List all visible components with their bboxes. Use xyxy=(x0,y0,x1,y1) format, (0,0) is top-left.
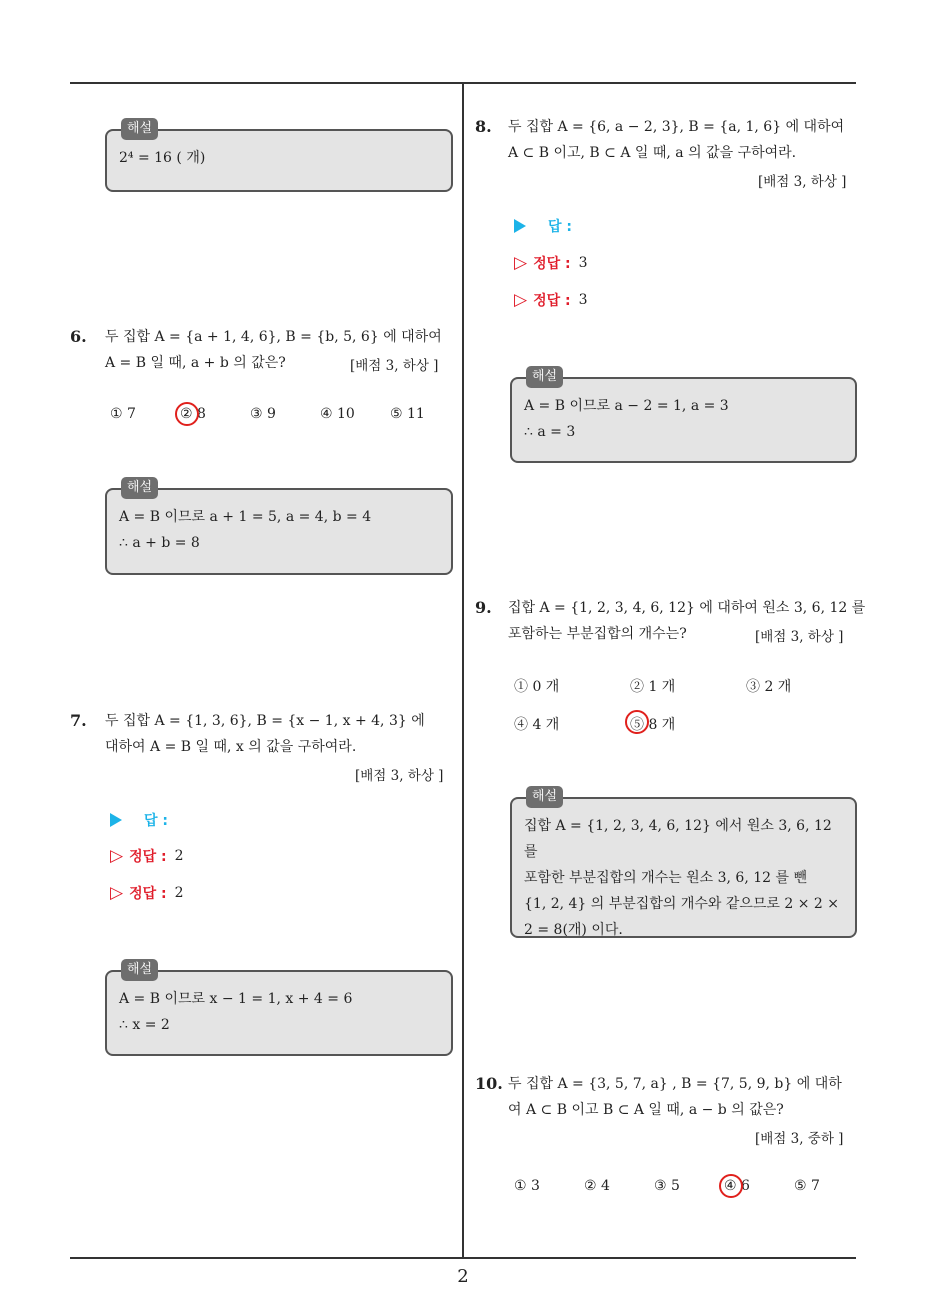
explanation-line: 2⁴ = 16 ( 개) xyxy=(119,150,206,166)
question-number-6: 6. xyxy=(70,327,87,346)
question-line: 대하여 A = B 일 때, x 의 값을 구하여라. xyxy=(105,739,357,755)
question-text-8 xyxy=(508,114,844,166)
score-meta-9: [배점 3, 하상 ] xyxy=(755,629,844,645)
correct-value: 3 xyxy=(578,292,588,308)
choice-10-3[interactable]: ③ 5 xyxy=(654,1178,680,1194)
explanation-box-6 xyxy=(105,480,453,575)
explanation-box-9 xyxy=(510,789,857,938)
explanation-tag: 해설 xyxy=(121,959,158,981)
question-number-9: 9. xyxy=(475,598,492,617)
question-text-7 xyxy=(105,708,425,760)
explanation-line: A = B 이므로 a − 2 = 1, a = 3 xyxy=(524,398,729,414)
answer-input-row-7[interactable] xyxy=(110,810,168,830)
correct-label: 정답 : xyxy=(129,849,167,865)
choice-10-5[interactable]: ⑤ 7 xyxy=(794,1178,820,1194)
score-meta-7: [배점 3, 하상 ] xyxy=(355,768,444,784)
selected-answer-circle xyxy=(625,710,649,734)
question-line: 여 A ⊂ B 이고 B ⊂ A 일 때, a − b 의 값은? xyxy=(508,1102,784,1118)
explanation-line: ∴ a + b = 8 xyxy=(119,535,200,551)
play-icon xyxy=(110,813,122,827)
question-number-8: 8. xyxy=(475,117,492,136)
correct-answer-row xyxy=(110,883,184,903)
explanation-box-7 xyxy=(105,962,453,1056)
correct-answer-row xyxy=(110,846,184,866)
question-text-10 xyxy=(508,1071,842,1123)
question-number-10: 10. xyxy=(475,1074,503,1093)
choice-6-3[interactable]: ③ 9 xyxy=(250,406,276,422)
correct-label: 정답 : xyxy=(533,256,571,272)
correct-value: 2 xyxy=(174,885,184,901)
outline-play-icon: ▷ xyxy=(514,252,528,273)
correct-value: 2 xyxy=(174,848,184,864)
choice-6-2[interactable]: ② 8 xyxy=(180,406,206,422)
explanation-tag: 해설 xyxy=(121,118,158,140)
correct-answer-row xyxy=(514,290,588,310)
answer-input-row-8[interactable] xyxy=(514,216,572,236)
choice-9-1[interactable]: ① 0 개 xyxy=(514,679,560,695)
outline-play-icon: ▷ xyxy=(514,289,528,310)
choice-6-5[interactable]: ⑤ 11 xyxy=(390,406,425,422)
question-line: 두 집합 A = {a + 1, 4, 6}, B = {b, 5, 6} 에 대하여 xyxy=(105,329,442,345)
correct-answer-row xyxy=(514,253,588,273)
choice-10-1[interactable]: ① 3 xyxy=(514,1178,540,1194)
explanation-line: 집합 A = {1, 2, 3, 4, 6, 12} 에서 원소 3, 6, 12 를 xyxy=(524,818,832,860)
explanation-body xyxy=(524,393,843,445)
explanation-box-8 xyxy=(510,369,857,463)
outline-play-icon: ▷ xyxy=(110,882,124,903)
column-divider xyxy=(462,83,464,1258)
choice-6-1[interactable]: ① 7 xyxy=(110,406,136,422)
explanation-line: ∴ a = 3 xyxy=(524,424,576,440)
bottom-rule xyxy=(70,1257,856,1259)
question-line: A = B 일 때, a + b 의 값은? xyxy=(105,355,286,371)
explanation-tag: 해설 xyxy=(526,786,563,808)
play-icon xyxy=(514,219,526,233)
explanation-body xyxy=(119,145,439,171)
correct-label: 정답 : xyxy=(129,886,167,902)
explanation-line: A = B 이므로 x − 1 = 1, x + 4 = 6 xyxy=(119,991,353,1007)
choice-9-4[interactable]: ④ 4 개 xyxy=(514,717,560,733)
question-line: A ⊂ B 이고, B ⊂ A 일 때, a 의 값을 구하여라. xyxy=(508,145,797,161)
answer-label: 답 : xyxy=(144,813,168,829)
choice-10-4[interactable]: ④ 6 xyxy=(724,1178,750,1194)
question-number-7: 7. xyxy=(70,711,87,730)
choice-10-2[interactable]: ② 4 xyxy=(584,1178,610,1194)
score-meta-10: [배점 3, 중하 ] xyxy=(755,1131,844,1147)
explanation-line: ∴ x = 2 xyxy=(119,1017,170,1033)
selected-answer-circle xyxy=(175,402,199,426)
score-meta-8: [배점 3, 하상 ] xyxy=(758,174,847,190)
choice-9-5[interactable]: ⑤ 8 개 xyxy=(630,717,676,733)
question-line: 두 집합 A = {1, 3, 6}, B = {x − 1, x + 4, 3} 에 xyxy=(105,713,425,729)
correct-value: 3 xyxy=(578,255,588,271)
explanation-tag: 해설 xyxy=(526,366,563,388)
question-line: 포함하는 부분집합의 개수는? xyxy=(508,626,687,642)
answer-label: 답 : xyxy=(548,219,572,235)
explanation-body xyxy=(119,504,439,556)
score-meta-6: [배점 3, 하상 ] xyxy=(350,358,439,374)
question-line: 집합 A = {1, 2, 3, 4, 6, 12} 에 대하여 원소 3, 6, 12 를 xyxy=(508,600,866,616)
question-line: 두 집합 A = {3, 5, 7, a} , B = {7, 5, 9, b} 에 대하 xyxy=(508,1076,842,1092)
explanation-body xyxy=(524,813,843,943)
explanation-tag: 해설 xyxy=(121,477,158,499)
explanation-line: A = B 이므로 a + 1 = 5, a = 4, b = 4 xyxy=(119,509,372,525)
explanation-box-5 xyxy=(105,121,453,192)
explanation-line: 2 = 8(개) 이다. xyxy=(524,922,623,938)
explanation-body xyxy=(119,986,439,1038)
explanation-line: {1, 2, 4} 의 부분집합의 개수와 같으므로 2 × 2 × xyxy=(524,896,840,912)
choice-9-2[interactable]: ② 1 개 xyxy=(630,679,676,695)
correct-label: 정답 : xyxy=(533,293,571,309)
selected-answer-circle xyxy=(719,1174,743,1198)
choice-6-4[interactable]: ④ 10 xyxy=(320,406,355,422)
page-number: 2 xyxy=(457,1266,469,1287)
choice-9-3[interactable]: ③ 2 개 xyxy=(746,679,792,695)
outline-play-icon: ▷ xyxy=(110,845,124,866)
question-line: 두 집합 A = {6, a − 2, 3}, B = {a, 1, 6} 에 대하여 xyxy=(508,119,845,135)
explanation-line: 포함한 부분집합의 개수는 원소 3, 6, 12 를 뺀 xyxy=(524,870,807,886)
